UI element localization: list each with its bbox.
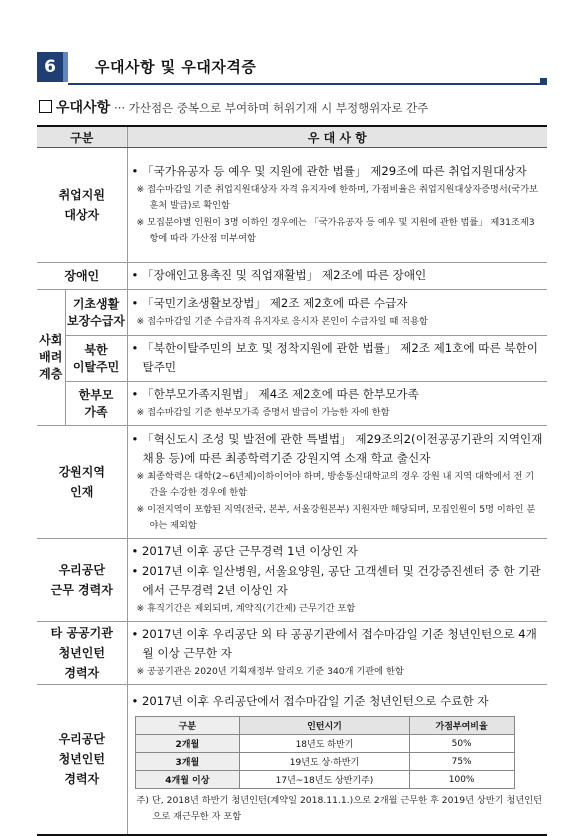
table-header-row bbox=[37, 126, 547, 148]
bullet-item: • 2017년 이후 공단 근무경력 1년 이상인 자 bbox=[131, 544, 358, 558]
bullet-item: • 「국민기초생활보장법」 제2조 제2호에 따른 수급자 bbox=[131, 296, 408, 310]
subheading bbox=[39, 97, 559, 117]
table-row bbox=[135, 735, 514, 753]
section-corner-marker bbox=[540, 78, 547, 85]
bullet-item: • 「국가유공자 등 예우 및 지원에 관한 법률」 제29조에 따른 취업지원대상자 bbox=[131, 164, 527, 178]
content-employment-support bbox=[127, 148, 547, 263]
category-corp-intern bbox=[37, 685, 127, 835]
content-corp-intern bbox=[127, 685, 547, 835]
category-label: 북한 이탈주민 bbox=[72, 342, 120, 374]
category-label: 취업지원 대상자 bbox=[58, 188, 105, 222]
table-cell: 50% bbox=[409, 735, 514, 753]
category-label: 타 공공기관 청년인턴 경력자 bbox=[50, 626, 113, 680]
category-disabled bbox=[37, 263, 127, 290]
bullet-item: • 2017년 이후 일산병원, 서울요양원, 공단 고객센터 및 건강증진센터 중 한 기관에서 근무경력 2년 이상인 자 bbox=[131, 564, 541, 597]
sub-table-header-row bbox=[135, 717, 514, 735]
bullet-text: 「국가유공자 등 예우 및 지원에 관한 법률」 제29조에 따른 취업지원대상자 bbox=[142, 164, 527, 178]
bullet-text: 「한부모가족지원법」 제4조 제2호에 따른 한부모가족 bbox=[142, 387, 419, 401]
note-item: ※ 접수마감일 기준 취업지원대상자 자격 유지자에 한하며, 가점비율은 취업지원대상자증명서(국가보훈처 발급)로 확인함 bbox=[136, 184, 538, 211]
category-label: 우리공단 청년인턴 경력자 bbox=[58, 732, 105, 787]
category-basic-living bbox=[65, 290, 127, 336]
table-cell: 17년~18년도 상반기주) bbox=[240, 771, 410, 789]
sub-header: 구분 bbox=[135, 717, 240, 735]
section-number-accent bbox=[63, 52, 68, 82]
note-item: ※ 휴직기간은 제외되며, 계약직(기간제) 근무기간 포함 bbox=[136, 603, 356, 614]
row-gangwon bbox=[37, 426, 547, 539]
category-social bbox=[37, 290, 65, 426]
bullet-text: 2017년 이후 공단 근무경력 1년 이상인 자 bbox=[142, 544, 358, 558]
header-category: 구분 bbox=[37, 126, 127, 148]
table-cell: 100% bbox=[409, 771, 514, 789]
sub-header: 인턴시기 bbox=[240, 717, 410, 735]
content-north-defector bbox=[127, 336, 547, 382]
bullet-item: • 2017년 이후 우리공단에서 접수마감일 기준 청년인턴으로 수료한 자 bbox=[131, 694, 489, 709]
content-single-parent bbox=[127, 382, 547, 426]
footnote: 주) 단, 2018년 하반기 청년인턴(계약일 2018.11.1.)으로 2개월 근무한 후 2019년 상반기 청년인턴으로 재근무한 자 포함 bbox=[136, 795, 542, 823]
section-title: 우대사항 및 우대자격증 bbox=[95, 58, 257, 76]
table-row bbox=[135, 753, 514, 771]
note-item: ※ 이전지역이 포함된 지역(전국, 본부, 서울강원본부) 지원자만 해당되며, 모집인원이 5명 이하인 분야는 제외함 bbox=[136, 503, 536, 531]
note-item: ※ 모집분야별 인원이 3명 이하인 경우에는 「국가유공자 등 예우 및 지원에 관한 법률」 제31조제3항에 따라 가산점 미부여함 bbox=[136, 217, 535, 244]
bullet-text: 「북한이탈주민의 보호 및 정착지원에 관한 법률」 제2조 제1호에 따른 북한이탈주민 bbox=[142, 341, 538, 374]
subheading-title: 우대사항 bbox=[56, 100, 111, 116]
table-cell: 3개월 bbox=[135, 753, 240, 771]
row-disabled bbox=[37, 263, 547, 290]
table-cell: 18년도 하반기 bbox=[240, 735, 410, 753]
bullet-text: 「국민기초생활보장법」 제2조 제2호에 따른 수급자 bbox=[142, 296, 408, 310]
bullet-item: • 「혁신도시 조성 및 발전에 관한 특별법」 제29조의2(이전공공기관의 지역인재 채용 등)에 따른 최종학력기준 강원지역 소재 학교 출신자 bbox=[131, 431, 543, 465]
row-corp-experience bbox=[37, 539, 547, 622]
category-other-intern bbox=[37, 622, 127, 685]
category-corp-experience bbox=[37, 539, 127, 622]
checkbox-square-icon bbox=[39, 100, 52, 113]
category-label: 장애인 bbox=[64, 269, 100, 283]
content-gangwon bbox=[127, 426, 547, 539]
section-underline bbox=[68, 83, 544, 85]
category-employment-support bbox=[37, 148, 127, 263]
bullet-item: • 2017년 이후 우리공단 외 타 공공기관에서 접수마감일 기준 청년인턴으로 4개월 이상 근무한 자 bbox=[131, 627, 537, 660]
note-item: ※ 최종학력은 대학(2~6년제)이하이어야 하며, 방송통신대학교의 경우 강원 내 지역 대학에서 전 기간을 수강한 경우에 한함 bbox=[136, 470, 535, 498]
preference-table bbox=[37, 125, 547, 836]
bullet-text: 「장애인고용촉진 및 직업재활법」 제2조에 따른 장애인 bbox=[142, 268, 427, 282]
bullet-text: 「혁신도시 조성 및 발전에 관한 특별법」 제29조의2(이전공공기관의 지역인재 채용 등)에 따른 최종학력기준 강원지역 소재 학교 출신자 bbox=[142, 431, 543, 465]
category-label: 한부모 가족 bbox=[78, 387, 114, 419]
category-label: 우리공단 근무 경력자 bbox=[50, 563, 113, 597]
note-item: ※ 접수마감일 기준 수급자격 유지자로 응시자 본인이 수급자일 때 적용함 bbox=[136, 316, 428, 327]
subheading-description: ··· 가산점은 중복으로 부여하며 허위기재 시 부정행위자로 간주 bbox=[114, 101, 429, 115]
bullet-text: 2017년 이후 우리공단 외 타 공공기관에서 접수마감일 기준 청년인턴으로 4개월 이상 근무한 자 bbox=[142, 627, 537, 660]
content-basic-living bbox=[127, 290, 547, 336]
table-cell: 75% bbox=[409, 753, 514, 771]
category-gangwon bbox=[37, 426, 127, 539]
bullet-item: • 「북한이탈주민의 보호 및 정착지원에 관한 법률」 제2조 제1호에 따른 북한이탈주민 bbox=[131, 341, 538, 374]
section-header bbox=[37, 48, 547, 88]
note-item: ※ 접수마감일 기준 한부모가족 증명서 발급이 가능한 자에 한함 bbox=[136, 407, 390, 418]
bullet-text: 2017년 이후 일산병원, 서울요양원, 공단 고객센터 및 건강증진센터 중 한 기관에서 근무경력 2년 이상인 자 bbox=[142, 564, 541, 597]
table-cell: 4개월 이상 bbox=[135, 771, 240, 789]
content-corp-experience bbox=[127, 539, 547, 622]
bullet-item: • 「장애인고용촉진 및 직업재활법」 제2조에 따른 장애인 bbox=[131, 268, 427, 282]
table-row bbox=[135, 771, 514, 789]
table-cell: 2개월 bbox=[135, 735, 240, 753]
section-number: 6 bbox=[37, 52, 63, 82]
row-single-parent bbox=[37, 382, 547, 426]
row-north-defector bbox=[37, 336, 547, 382]
content-other-intern bbox=[127, 622, 547, 685]
content-disabled bbox=[127, 263, 547, 290]
category-north-defector bbox=[65, 336, 127, 382]
note-item: ※ 공공기관은 2020년 기획재정부 알리오 기준 340개 기관에 한함 bbox=[136, 666, 404, 677]
sub-header: 가점부여비율 bbox=[409, 717, 514, 735]
category-label: 강원지역 인재 bbox=[58, 465, 105, 499]
category-label: 기초생활 보장수급자 bbox=[67, 296, 125, 328]
header-content: 우 대 사 항 bbox=[127, 126, 547, 148]
bullet-text: 2017년 이후 우리공단에서 접수마감일 기준 청년인턴으로 수료한 자 bbox=[142, 694, 489, 709]
intern-bonus-table bbox=[135, 716, 515, 789]
category-label: 사회 배려 계층 bbox=[39, 333, 63, 381]
category-single-parent bbox=[65, 382, 127, 426]
row-employment-support bbox=[37, 148, 547, 263]
bullet-item: • 「한부모가족지원법」 제4조 제2호에 따른 한부모가족 bbox=[131, 387, 419, 401]
table-cell: 19년도 상·하반기 bbox=[240, 753, 410, 771]
row-other-intern bbox=[37, 622, 547, 685]
row-corp-intern bbox=[37, 685, 547, 835]
row-basic-living bbox=[37, 290, 547, 336]
